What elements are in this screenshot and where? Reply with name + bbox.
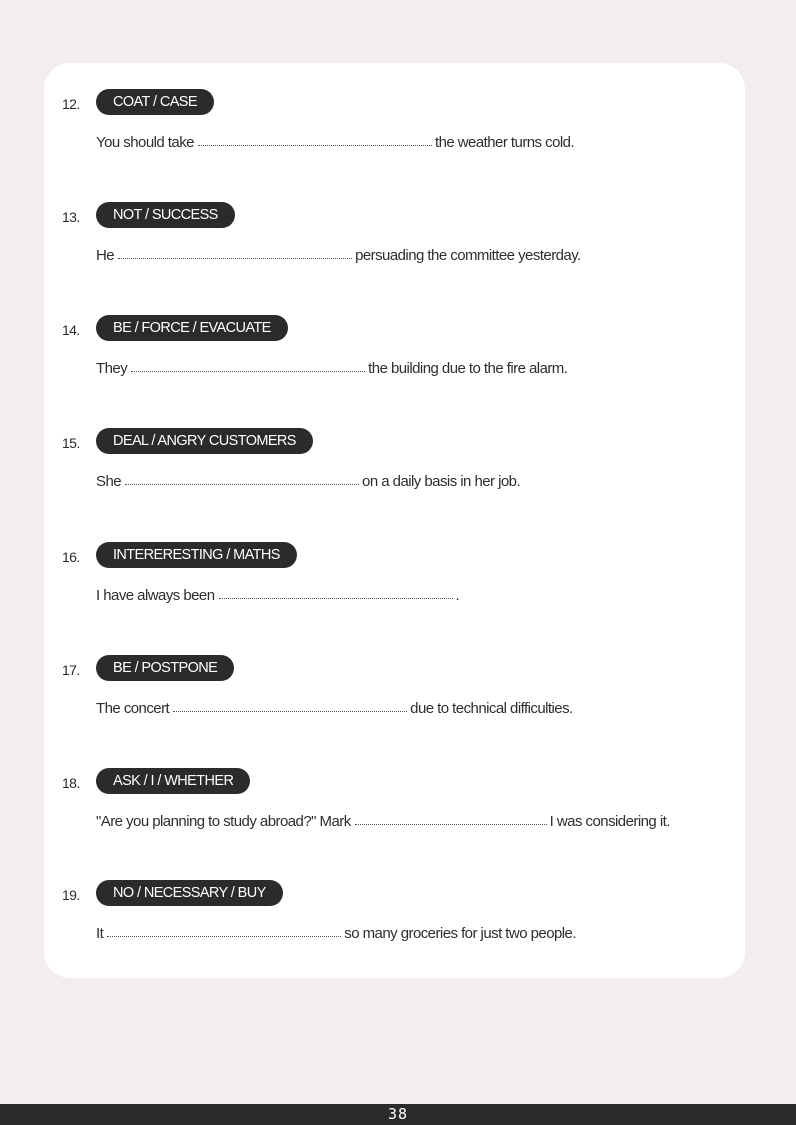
exercise-sentence xyxy=(96,134,574,151)
exercise-sentence xyxy=(96,247,581,264)
answer-blank[interactable] xyxy=(118,257,352,259)
exercise-sentence xyxy=(96,587,459,604)
answer-blank[interactable] xyxy=(173,710,407,712)
sentence-start: He xyxy=(96,247,115,264)
answer-blank[interactable] xyxy=(198,144,432,146)
prompt-words-pill: BE / FORCE / EVACUATE xyxy=(96,315,288,341)
exercise-item xyxy=(44,660,745,760)
prompt-words-pill: INTERERESTING / MATHS xyxy=(96,542,297,568)
prompt-words-pill: ASK / I / WHETHER xyxy=(96,768,250,794)
answer-blank[interactable] xyxy=(125,483,359,485)
sentence-end: on a daily basis in her job. xyxy=(362,473,521,490)
exercise-sentence xyxy=(96,360,567,377)
sentence-start: I have always been xyxy=(96,587,215,604)
sentence-start: The concert xyxy=(96,700,170,717)
sentence-start: You should take xyxy=(96,134,194,151)
sentence-end: persuading the committee yesterday. xyxy=(355,247,581,264)
answer-blank[interactable] xyxy=(107,935,341,937)
exercise-number: 14. xyxy=(62,322,80,338)
prompt-words-pill: DEAL / ANGRY CUSTOMERS xyxy=(96,428,313,454)
page-footer xyxy=(0,1104,796,1125)
sentence-end: . xyxy=(455,587,460,604)
prompt-words-pill: COAT / CASE xyxy=(96,89,214,115)
exercise-number: 13. xyxy=(62,209,80,225)
exercise-sentence xyxy=(96,813,670,830)
exercise-item xyxy=(44,885,745,985)
page-number: 38 xyxy=(387,1105,409,1123)
exercise-number: 16. xyxy=(62,549,80,565)
exercise-number: 18. xyxy=(62,775,80,791)
exercise-item xyxy=(44,207,745,307)
answer-blank[interactable] xyxy=(355,823,547,825)
exercise-item xyxy=(44,320,745,420)
exercise-item xyxy=(44,94,745,194)
sentence-end: the building due to the fire alarm. xyxy=(368,360,568,377)
exercise-sentence xyxy=(96,473,520,490)
prompt-words-pill: BE / POSTPONE xyxy=(96,655,234,681)
sentence-end: so many groceries for just two people. xyxy=(344,925,576,942)
exercise-sentence xyxy=(96,925,576,942)
exercise-item xyxy=(44,433,745,533)
exercise-item xyxy=(44,773,745,873)
exercise-number: 15. xyxy=(62,435,80,451)
sentence-end: the weather turns cold. xyxy=(434,134,575,151)
sentence-start: She xyxy=(96,473,122,490)
prompt-words-pill: NO / NECESSARY / BUY xyxy=(96,880,283,906)
answer-blank[interactable] xyxy=(219,597,453,599)
answer-blank[interactable] xyxy=(131,370,365,372)
sentence-end: due to technical difficulties. xyxy=(410,700,573,717)
exercise-item xyxy=(44,547,745,647)
exercise-sentence xyxy=(96,700,573,717)
exercise-card xyxy=(44,63,745,978)
exercise-number: 17. xyxy=(62,662,80,678)
exercise-number: 19. xyxy=(62,887,80,903)
sentence-end: I was considering it. xyxy=(549,813,670,830)
exercise-number: 12. xyxy=(62,96,80,112)
sentence-start: It xyxy=(96,925,104,942)
sentence-start: They xyxy=(96,360,128,377)
prompt-words-pill: NOT / SUCCESS xyxy=(96,202,235,228)
sentence-start: "Are you planning to study abroad?" Mark xyxy=(96,813,351,830)
